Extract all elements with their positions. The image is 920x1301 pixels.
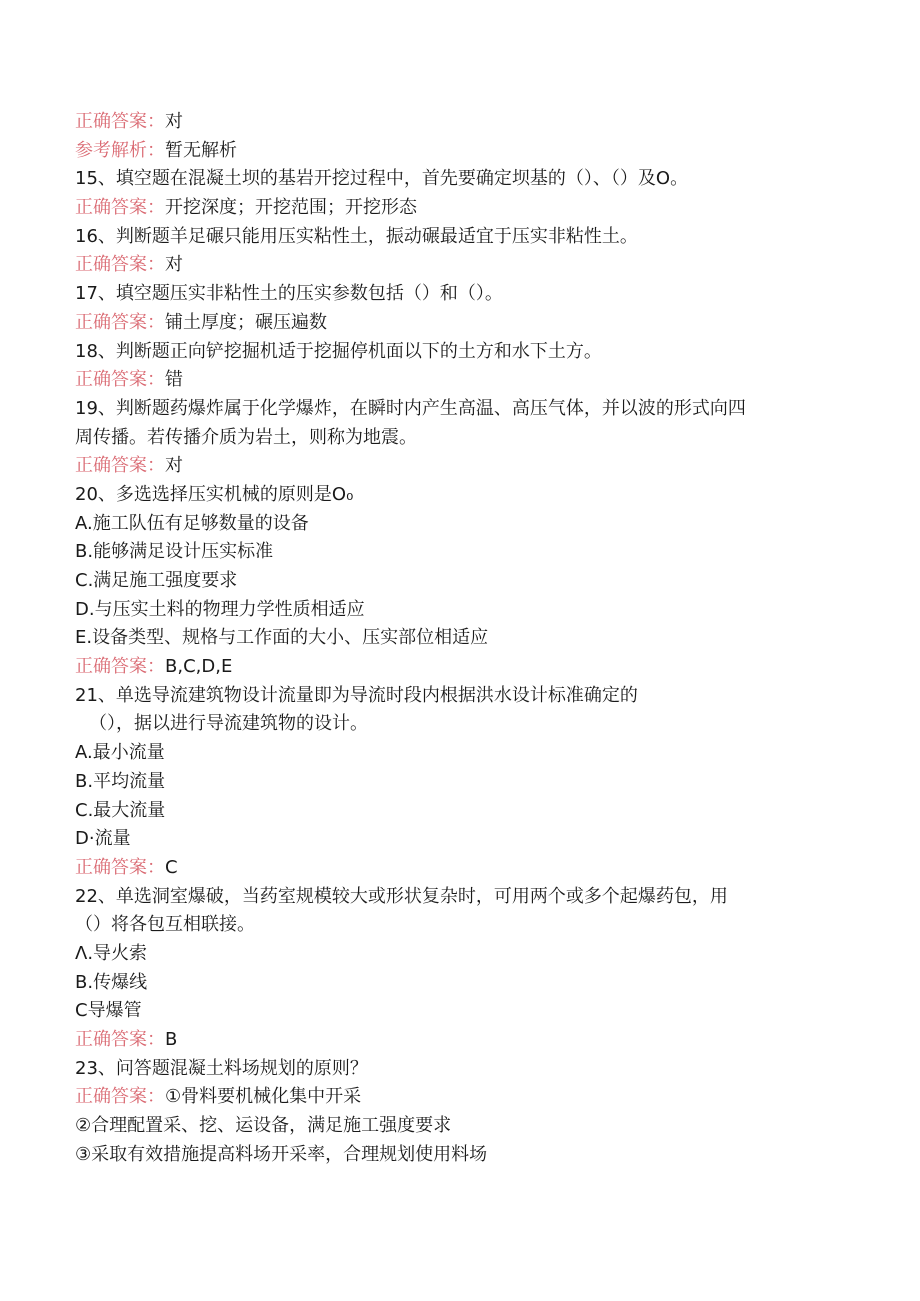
line-text: C.最大流量 xyxy=(75,799,166,821)
answer-label: 正确答案： xyxy=(75,455,165,477)
line-text: 23、问答题混凝土料场规划的原则？ xyxy=(75,1057,368,1079)
line-text: 21、单选导流建筑物设计流量即为导流时段内根据洪水设计标准确定的 xyxy=(75,684,638,706)
question-line xyxy=(75,395,835,424)
line-text: （）将各包互相联接。 xyxy=(75,914,255,936)
line-text: 周传播。若传播介质为岩土，则称为地震。 xyxy=(75,426,417,448)
line-text: 16、判断题羊足碾只能用压实粘性土，振动碾最适宜于压实非粘性土。 xyxy=(75,225,638,247)
line-text: 15、填空题在混凝土坝的基岩开挖过程中，首先要确定坝基的（）、（）及O。 xyxy=(75,168,689,190)
line-text: ③采取有效措施提高料场开采率，合理规划使用料场 xyxy=(75,1143,488,1165)
document-body xyxy=(75,108,835,1169)
line-text: D·流量 xyxy=(75,828,131,850)
option-line xyxy=(75,969,835,998)
answer-label: 正确答案： xyxy=(75,369,165,391)
answer-text: 对 xyxy=(165,254,183,276)
line-text: （），据以进行导流建筑物的设计。 xyxy=(89,713,368,735)
answer-label: 正确答案： xyxy=(75,311,165,333)
answer-text: C xyxy=(165,856,178,878)
option-line xyxy=(75,940,835,969)
line-text: B.能够满足设计压实标准 xyxy=(75,541,274,563)
line-text: 20、多选选择压实机械的原则是O₀ xyxy=(75,483,354,505)
question-line xyxy=(75,911,835,940)
line-text: E.设备类型、规格与工作面的大小、压实部位相适应 xyxy=(75,627,489,649)
answer-text: 错 xyxy=(165,369,183,391)
answer-text: B xyxy=(165,1029,178,1050)
option-line xyxy=(75,624,835,653)
answer-line xyxy=(75,366,835,395)
line-text: A.最小流量 xyxy=(75,742,165,764)
option-line xyxy=(75,510,835,539)
question-line xyxy=(75,682,835,711)
option-line xyxy=(75,1141,835,1170)
answer-line xyxy=(75,108,835,137)
analysis-line xyxy=(75,137,835,166)
answer-text: ①骨料要机械化集中开采 xyxy=(165,1086,362,1108)
answer-text: 开挖深度；开挖范围；开挖形态 xyxy=(165,197,417,219)
question-line xyxy=(75,280,835,309)
answer-line xyxy=(75,309,835,338)
option-line xyxy=(75,768,835,797)
line-text: A.施工队伍有足够数量的设备 xyxy=(75,512,309,534)
line-text: 17、填空题压实非粘性土的压实参数包括（）和（）。 xyxy=(75,283,503,305)
answer-line xyxy=(75,653,835,682)
option-line xyxy=(75,596,835,625)
question-line xyxy=(75,1055,835,1084)
line-text: B.传爆线 xyxy=(75,971,148,993)
question-line xyxy=(75,481,835,510)
question-line xyxy=(75,883,835,912)
answer-text: 对 xyxy=(165,111,183,132)
answer-text: B,C,D,E xyxy=(165,656,233,678)
question-line xyxy=(75,165,835,194)
question-line xyxy=(75,424,835,453)
option-line xyxy=(75,797,835,826)
answer-label: 正确答案： xyxy=(75,111,165,132)
line-text: 22、单选洞室爆破，当药室规模较大或形状复杂时，可用两个或多个起爆药包，用 xyxy=(75,885,728,907)
option-line xyxy=(75,1112,835,1141)
answer-text: 对 xyxy=(165,455,183,477)
analysis-text: 暂无解析 xyxy=(165,139,237,161)
answer-label: 正确答案： xyxy=(75,1086,165,1108)
line-text: ②合理配置采、挖、运设备，满足施工强度要求 xyxy=(75,1115,452,1137)
answer-text: 铺土厚度；碾压遍数 xyxy=(165,311,327,333)
question-line xyxy=(75,338,835,367)
answer-label: 正确答案： xyxy=(75,856,165,878)
answer-line xyxy=(75,1083,835,1112)
option-line xyxy=(75,538,835,567)
line-text: C.满足施工强度要求 xyxy=(75,570,238,591)
line-text: 18、判断题正向铲挖掘机适于挖掘停机面以下的土方和水下土方。 xyxy=(75,340,602,362)
option-line xyxy=(75,825,835,854)
answer-line xyxy=(75,251,835,280)
line-text: B.平均流量 xyxy=(75,770,166,792)
answer-label: 正确答案： xyxy=(75,1029,165,1050)
answer-line xyxy=(75,854,835,883)
line-text: Λ.导火索 xyxy=(75,942,148,964)
option-line xyxy=(75,739,835,768)
answer-label: 正确答案： xyxy=(75,197,165,219)
line-text: 19、判断题药爆炸属于化学爆炸，在瞬时内产生高温、高压气体，并以波的形式向四 xyxy=(75,397,746,419)
answer-label: 正确答案： xyxy=(75,254,165,276)
question-line xyxy=(75,223,835,252)
line-text: D.与压实土料的物理力学性质相适应 xyxy=(75,598,365,620)
answer-line xyxy=(75,194,835,223)
answer-line xyxy=(75,1026,835,1055)
answer-label: 正确答案： xyxy=(75,656,165,678)
line-text: C导爆管 xyxy=(75,1000,142,1022)
option-line xyxy=(75,997,835,1026)
question-line xyxy=(75,710,835,739)
option-line xyxy=(75,567,835,596)
analysis-label: 参考解析： xyxy=(75,139,165,161)
answer-line xyxy=(75,452,835,481)
